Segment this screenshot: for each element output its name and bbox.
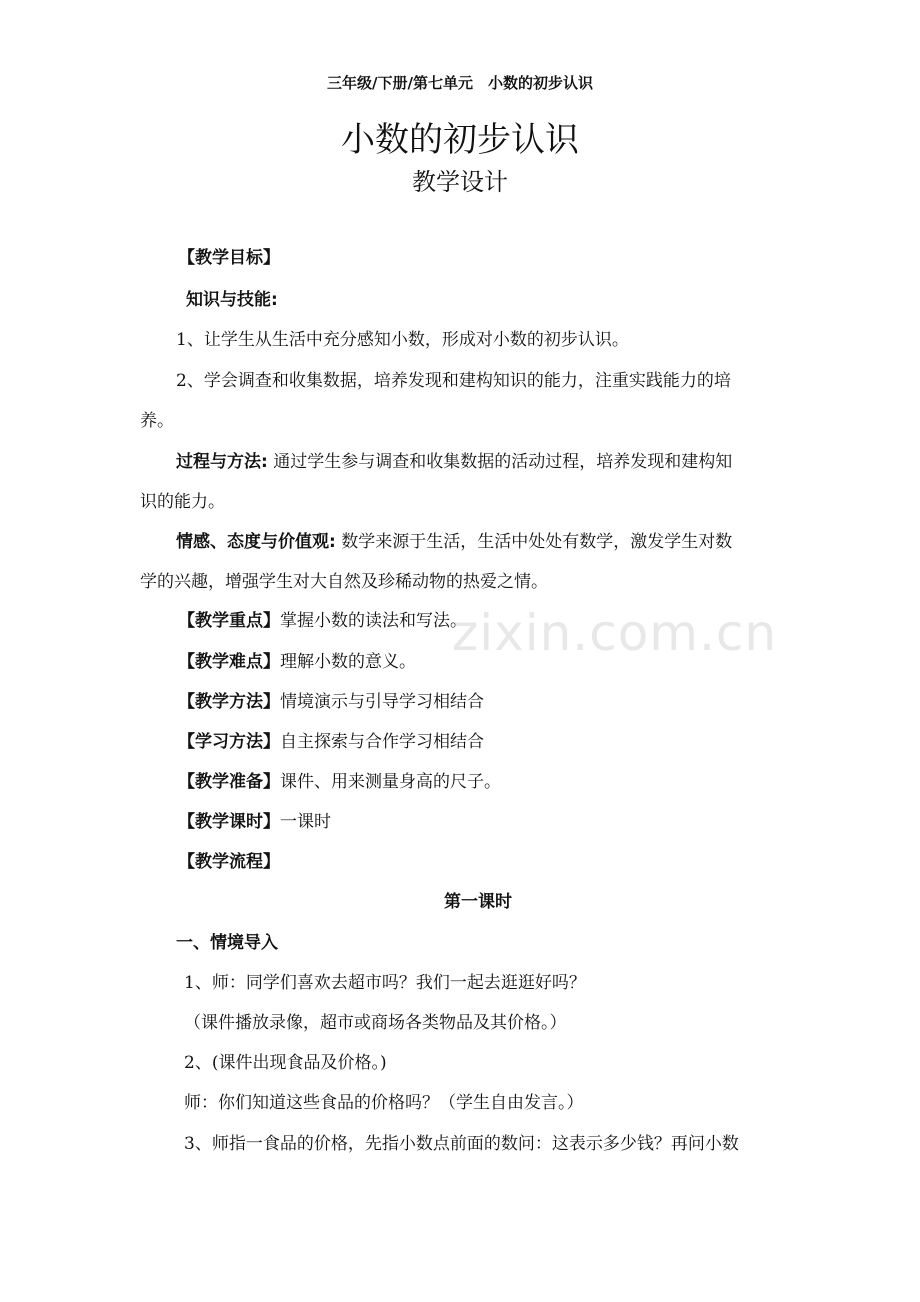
emotion-paragraph-line-1 [176, 532, 826, 552]
difficulty-label: 【教学难点】 [178, 652, 280, 672]
section-1-heading: 一、情境导入 [176, 933, 278, 953]
goals-heading: 【教学目标】 [178, 248, 280, 268]
step-1: 1、师：同学们喜欢去超市吗？我们一起去逛逛好吗？ [184, 973, 586, 993]
step-1-note: （课件播放录像，超市或商场各类物品及其价格。） [184, 1013, 567, 1033]
emotion-text: 数学来源于生活，生活中处处有数学，激发学生对数 [341, 532, 733, 552]
goal-1: 1、让学生从生活中充分感知小数，形成对小数的初步认识。 [176, 330, 629, 350]
period-text: 一课时 [280, 812, 331, 832]
process-text: 通过学生参与调查和收集数据的活动过程，培养发现和建构知 [273, 452, 733, 472]
page-header: 三年级/下册/第七单元 小数的初步认识 [327, 74, 593, 92]
process-label: 过程与方法: [176, 452, 268, 472]
learning-text: 自主探索与合作学习相结合 [280, 732, 484, 752]
emotion-label: 情感、态度与价值观: [176, 532, 336, 552]
watermark: zixin.com.cn [452, 604, 778, 662]
period-row [178, 812, 828, 832]
method-row [178, 692, 828, 712]
method-label: 【教学方法】 [178, 692, 280, 712]
step-2: 2、(课件出现食品及价格。) [184, 1053, 387, 1073]
lesson-title: 第一课时 [444, 892, 512, 912]
document-subtitle: 教学设计 [412, 168, 508, 196]
flow-heading: 【教学流程】 [178, 852, 280, 872]
document-title: 小数的初步认识 [341, 120, 579, 160]
process-paragraph-line-2: 识的能力。 [140, 492, 225, 512]
difficulty-text: 理解小数的意义。 [280, 652, 416, 672]
prep-text: 课件、用来测量身高的尺子。 [280, 772, 501, 792]
goal-2-line-2: 养。 [140, 411, 174, 431]
learning-row [178, 732, 828, 752]
focus-label: 【教学重点】 [178, 611, 280, 631]
learning-label: 【学习方法】 [178, 732, 280, 752]
goal-2-line-1: 2、学会调查和收集数据，培养发现和建构知识的能力，注重实践能力的培 [176, 371, 731, 391]
emotion-paragraph-line-2: 学的兴趣，增强学生对大自然及珍稀动物的热爱之情。 [140, 572, 548, 592]
process-paragraph-line-1 [176, 452, 826, 472]
knowledge-heading: 知识与技能: [186, 290, 278, 310]
period-label: 【教学课时】 [178, 812, 280, 832]
prep-row [178, 772, 828, 792]
focus-text: 掌握小数的读法和写法。 [280, 611, 467, 631]
step-3: 3、师指一食品的价格，先指小数点前面的数问：这表示多少钱？再问小数 [184, 1134, 739, 1154]
method-text: 情境演示与引导学习相结合 [280, 692, 484, 712]
step-2-question: 师：你们知道这些食品的价格吗？（学生自由发言。） [184, 1093, 584, 1113]
prep-label: 【教学准备】 [178, 772, 280, 792]
